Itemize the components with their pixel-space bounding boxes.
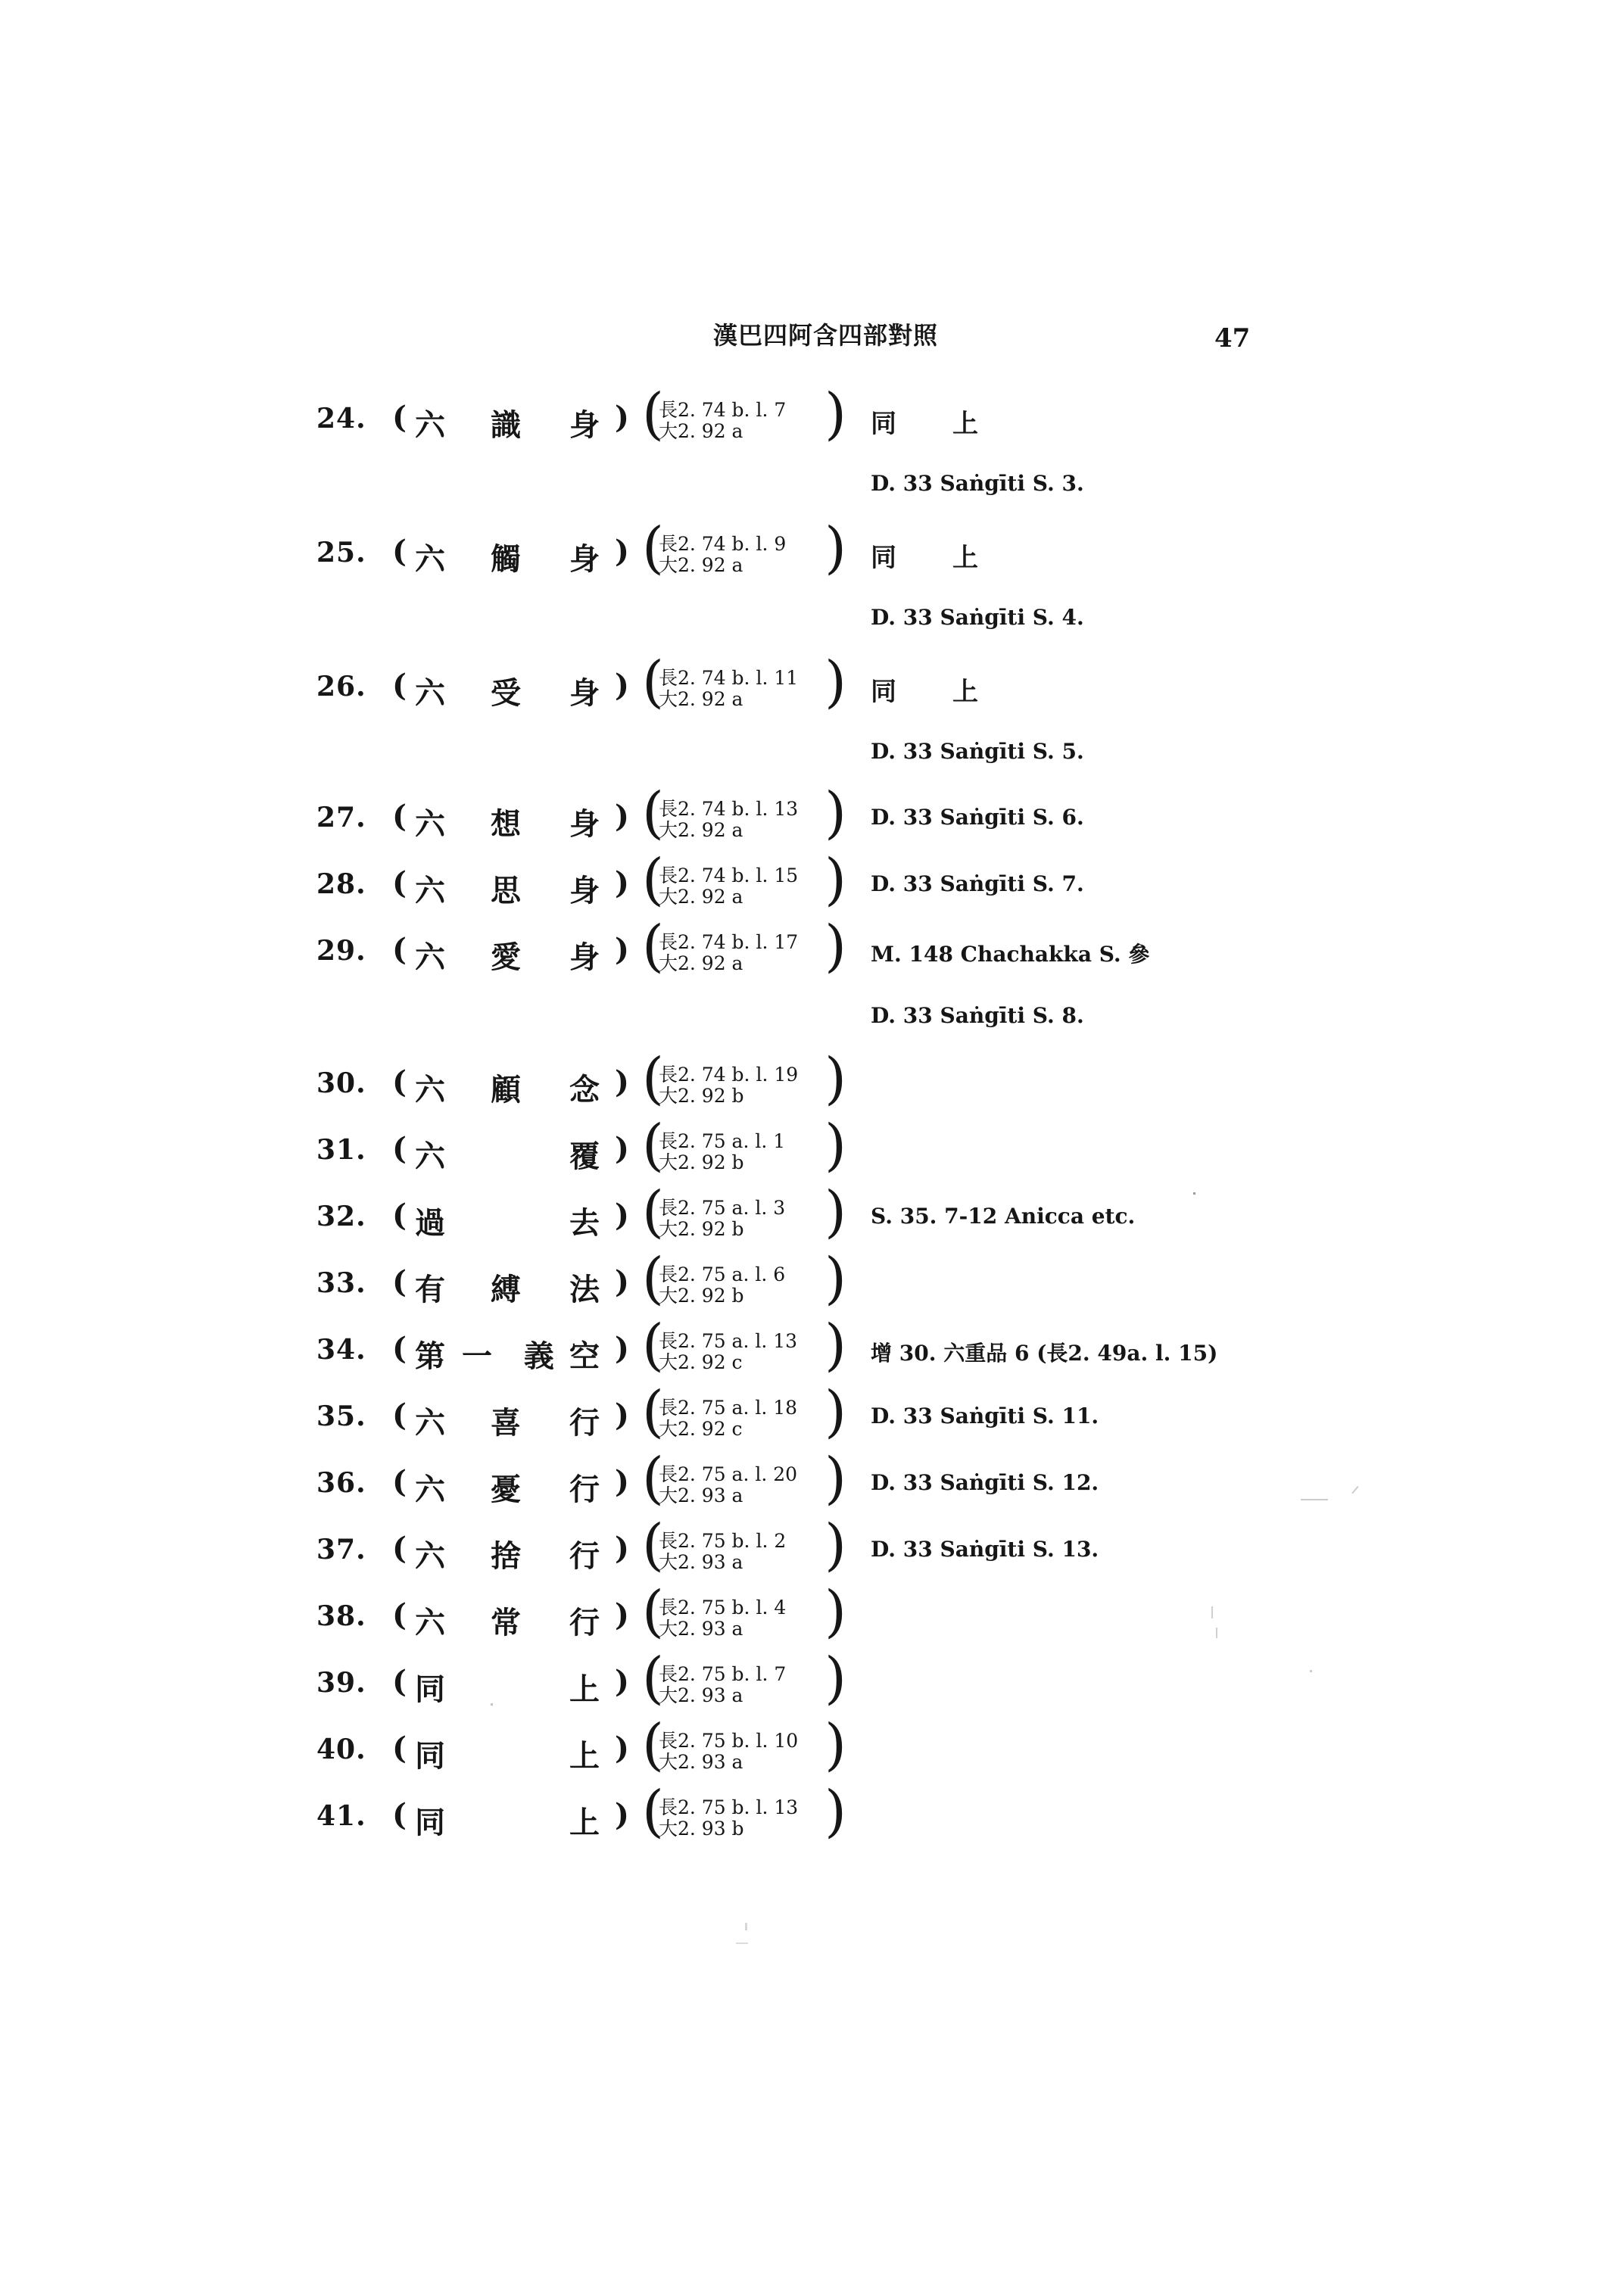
close-paren: ): [615, 799, 629, 834]
ref-open-brace: (: [642, 1646, 664, 1711]
term-char-1: 六: [415, 1139, 445, 1174]
ref-line-1: 長2. 75 a. l. 6: [659, 1263, 786, 1285]
term-char-1: 六: [415, 675, 445, 711]
ref-line-2: 大2. 93 a: [659, 1751, 743, 1773]
entry-number: 28.: [316, 868, 366, 900]
ref-line-1: 長2. 74 b. l. 9: [659, 533, 787, 555]
close-paren: ): [615, 865, 629, 901]
ref-close-brace: ): [824, 1379, 846, 1444]
source-reference: [642, 1513, 846, 1578]
ref-open-brace: (: [642, 516, 664, 581]
ref-close-brace: ): [824, 1246, 846, 1311]
term-char-3: 行: [569, 1538, 600, 1574]
term-char-3: 空: [569, 1338, 600, 1374]
ref-line-2: 大2. 93 a: [659, 1684, 743, 1706]
ref-close-brace: ): [824, 1579, 846, 1644]
pali-parallel-sub: D. 33 Saṅgīti S. 4.: [871, 605, 1084, 630]
close-paren: ): [615, 1464, 629, 1500]
ref-open-brace: (: [642, 1513, 664, 1578]
entry-row: [0, 1712, 1624, 1777]
entry-row: [0, 1646, 1624, 1711]
ref-line-1: 長2. 75 a. l. 1: [659, 1130, 786, 1152]
term-char-3: 上: [569, 1671, 600, 1707]
ref-open-brace: (: [642, 1313, 664, 1378]
ref-open-brace: (: [642, 1579, 664, 1644]
term-char-2: 憂: [491, 1472, 521, 1507]
ref-open-brace: (: [642, 1179, 664, 1245]
term-char-3: 上: [569, 1738, 600, 1774]
close-paren: ): [615, 534, 629, 569]
open-paren: (: [392, 534, 407, 569]
pali-parallel: D. 33 Saṅgīti S. 13.: [871, 1537, 1099, 1562]
source-reference: [642, 1179, 846, 1245]
term-char-2: 受: [491, 675, 521, 711]
term-char-3: 身: [569, 939, 600, 975]
pali-parallel: D. 33 Saṅgīti S. 6.: [871, 805, 1084, 830]
scan-speck: [1301, 1499, 1328, 1500]
ref-line-2: 大2. 92 a: [659, 886, 743, 908]
ref-line-2: 大2. 92 a: [659, 819, 743, 841]
source-reference: [642, 1646, 846, 1711]
open-paren: (: [392, 400, 407, 435]
ref-line-2: 大2. 92 c: [659, 1418, 743, 1440]
term-char-1: 六: [415, 806, 445, 842]
entry-number: 27.: [316, 802, 366, 833]
term-char-2: 捨: [491, 1538, 521, 1574]
source-reference: [642, 382, 846, 447]
ref-line-1: 長2. 75 a. l. 13: [659, 1330, 798, 1352]
term-char-1: 六: [415, 407, 445, 443]
pali-parallel-sub: D. 33 Saṅgīti S. 3.: [871, 471, 1084, 496]
ref-close-brace: ): [824, 1446, 846, 1511]
ref-line-2: 大2. 93 b: [659, 1818, 744, 1840]
source-reference: [642, 1446, 846, 1511]
source-reference: [642, 1712, 846, 1777]
term-char-3: 身: [569, 873, 600, 908]
open-paren: (: [392, 932, 407, 967]
scan-speck: [1310, 1670, 1312, 1672]
source-reference: [642, 1779, 846, 1844]
ref-line-2: 大2. 92 a: [659, 952, 743, 974]
entry-row: [0, 847, 1624, 912]
entry-number: 32.: [316, 1201, 366, 1232]
close-paren: ): [615, 1597, 629, 1633]
entry-row: [0, 1446, 1624, 1511]
ref-close-brace: ): [824, 1313, 846, 1378]
entry-number: 29.: [316, 935, 366, 967]
ref-close-brace: ): [824, 1712, 846, 1777]
source-reference: [642, 1046, 846, 1111]
term-char-1: 六: [415, 1405, 445, 1441]
entry-row: [0, 1579, 1624, 1644]
ref-line-1: 長2. 74 b. l. 11: [659, 667, 799, 689]
entry-row: [0, 516, 1624, 581]
term-char-3: 法: [569, 1272, 600, 1307]
open-paren: (: [392, 1531, 407, 1566]
term-char-1: 六: [415, 1605, 445, 1640]
open-paren: (: [392, 1131, 407, 1167]
term-char-2: 一 義: [462, 1338, 565, 1374]
ref-open-brace: (: [642, 1779, 664, 1844]
close-paren: ): [615, 1664, 629, 1699]
term-char-3: 身: [569, 675, 600, 711]
same-as-above-1: 同: [871, 409, 896, 439]
term-char-1: 同: [415, 1738, 445, 1774]
entry-number: 31.: [316, 1134, 366, 1166]
term-char-2: 常: [491, 1605, 521, 1640]
ref-close-brace: ): [824, 382, 846, 447]
term-char-2: 喜: [491, 1405, 521, 1441]
same-as-above-2: 上: [952, 409, 978, 439]
pali-parallel: D. 33 Saṅgīti S. 12.: [871, 1470, 1099, 1495]
entry-number: 38.: [316, 1600, 366, 1632]
ref-close-brace: ): [824, 1179, 846, 1245]
close-paren: ): [615, 1131, 629, 1167]
ref-open-brace: (: [642, 914, 664, 979]
ref-open-brace: (: [642, 847, 664, 912]
source-reference: [642, 1113, 846, 1178]
entry-number: 35.: [316, 1400, 366, 1432]
entry-row: [0, 914, 1624, 979]
source-reference: [642, 516, 846, 581]
ref-close-brace: ): [824, 1046, 846, 1111]
ref-line-1: 長2. 74 b. l. 19: [659, 1064, 799, 1086]
source-reference: [642, 914, 846, 979]
ref-open-brace: (: [642, 780, 664, 846]
term-char-3: 身: [569, 541, 600, 577]
close-paren: ): [615, 1731, 629, 1766]
term-char-1: 六: [415, 541, 445, 577]
term-char-1: 六: [415, 1472, 445, 1507]
close-paren: ): [615, 1531, 629, 1566]
scan-speck: [1211, 1606, 1213, 1618]
open-paren: (: [392, 1264, 407, 1300]
ref-open-brace: (: [642, 1712, 664, 1777]
pali-parallel: D. 33 Saṅgīti S. 11.: [871, 1404, 1099, 1428]
entry-row: [0, 1513, 1624, 1578]
term-char-1: 六: [415, 1538, 445, 1574]
term-char-3: 行: [569, 1472, 600, 1507]
ref-line-1: 長2. 75 a. l. 18: [659, 1397, 798, 1419]
entry-row: [0, 650, 1624, 715]
term-char-1: 六: [415, 873, 445, 908]
ref-open-brace: (: [642, 1113, 664, 1178]
entry-row: [0, 1379, 1624, 1444]
ref-close-brace: ): [824, 1113, 846, 1178]
same-as-above-2: 上: [952, 677, 978, 707]
entry-number: 39.: [316, 1667, 366, 1699]
term-char-3: 身: [569, 806, 600, 842]
ref-close-brace: ): [824, 914, 846, 979]
source-reference: [642, 847, 846, 912]
ref-close-brace: ): [824, 650, 846, 715]
entry-number: 30.: [316, 1067, 366, 1099]
ref-open-brace: (: [642, 1246, 664, 1311]
open-paren: (: [392, 865, 407, 901]
close-paren: ): [615, 400, 629, 435]
entry-row: [0, 382, 1624, 447]
ref-line-1: 長2. 75 a. l. 3: [659, 1197, 786, 1219]
term-char-3: 行: [569, 1405, 600, 1441]
ref-line-2: 大2. 92 b: [659, 1151, 744, 1173]
source-reference: [642, 1379, 846, 1444]
term-char-2: 愛: [491, 939, 521, 975]
entry-number: 34.: [316, 1334, 366, 1366]
ref-open-brace: (: [642, 650, 664, 715]
term-char-2: 想: [491, 806, 521, 842]
scan-speck: [1216, 1628, 1217, 1638]
close-paren: ): [615, 932, 629, 967]
ref-close-brace: ): [824, 847, 846, 912]
term-char-3: 覆: [569, 1139, 600, 1174]
close-paren: ): [615, 1397, 629, 1433]
ref-close-brace: ): [824, 516, 846, 581]
ref-line-1: 長2. 75 b. l. 4: [659, 1597, 787, 1618]
entry-number: 40.: [316, 1734, 366, 1765]
pali-parallel-sub: D. 33 Saṅgīti S. 8.: [871, 1003, 1084, 1028]
term-char-1: 有: [415, 1272, 445, 1307]
source-reference: [642, 1579, 846, 1644]
close-paren: ): [615, 668, 629, 703]
term-char-2: 思: [491, 873, 521, 908]
open-paren: (: [392, 1664, 407, 1699]
ref-line-2: 大2. 92 a: [659, 420, 743, 442]
open-paren: (: [392, 1797, 407, 1833]
entry-number: 41.: [316, 1800, 366, 1832]
open-paren: (: [392, 1597, 407, 1633]
entry-number: 36.: [316, 1467, 366, 1499]
source-reference: [642, 1246, 846, 1311]
entry-number: 24.: [316, 403, 366, 435]
open-paren: (: [392, 1731, 407, 1766]
entry-row: [0, 1113, 1624, 1178]
entry-row: [0, 1779, 1624, 1844]
entry-number: 25.: [316, 537, 366, 569]
ref-line-2: 大2. 92 a: [659, 688, 743, 710]
entry-row: [0, 1246, 1624, 1311]
term-char-1: 過: [415, 1205, 445, 1241]
term-char-3: 去: [569, 1205, 600, 1241]
same-as-above-1: 同: [871, 677, 896, 707]
ref-open-brace: (: [642, 1446, 664, 1511]
ref-close-brace: ): [824, 780, 846, 846]
ref-line-1: 長2. 75 b. l. 2: [659, 1530, 787, 1552]
term-char-3: 念: [569, 1072, 600, 1108]
scan-speck: [736, 1943, 748, 1944]
entry-number: 33.: [316, 1267, 366, 1299]
ref-close-brace: ): [824, 1646, 846, 1711]
pali-parallel: D. 33 Saṅgīti S. 7.: [871, 871, 1084, 896]
open-paren: (: [392, 1064, 407, 1100]
ref-line-1: 長2. 75 b. l. 7: [659, 1663, 787, 1685]
open-paren: (: [392, 1198, 407, 1233]
open-paren: (: [392, 799, 407, 834]
pali-parallel-sub: D. 33 Saṅgīti S. 5.: [871, 739, 1084, 764]
entry-row: [0, 780, 1624, 846]
term-char-2: 觸: [491, 541, 521, 577]
ref-line-1: 長2. 74 b. l. 7: [659, 399, 787, 421]
same-as-above-2: 上: [952, 543, 978, 573]
ref-line-2: 大2. 92 b: [659, 1285, 744, 1307]
term-char-3: 上: [569, 1805, 600, 1840]
term-char-1: 同: [415, 1805, 445, 1840]
ref-line-1: 長2. 75 a. l. 20: [659, 1463, 798, 1485]
term-char-1: 六: [415, 1072, 445, 1108]
ref-line-2: 大2. 92 b: [659, 1085, 744, 1107]
term-char-3: 身: [569, 407, 600, 443]
close-paren: ): [615, 1064, 629, 1100]
term-char-2: 顧: [491, 1072, 521, 1108]
source-reference: [642, 780, 846, 846]
scan-speck: [491, 1703, 493, 1706]
close-paren: ): [615, 1198, 629, 1233]
source-reference: [642, 650, 846, 715]
ref-line-1: 長2. 75 b. l. 13: [659, 1796, 799, 1818]
pali-parallel: M. 148 Chachakka S. 參: [871, 942, 1150, 967]
ref-line-1: 長2. 74 b. l. 15: [659, 865, 799, 886]
ref-line-1: 長2. 74 b. l. 17: [659, 931, 799, 953]
ref-line-2: 大2. 93 a: [659, 1485, 743, 1506]
term-char-2: 縛: [491, 1272, 521, 1307]
entry-row: [0, 1046, 1624, 1111]
ref-line-2: 大2. 92 a: [659, 554, 743, 576]
term-char-3: 行: [569, 1605, 600, 1640]
open-paren: (: [392, 668, 407, 703]
scan-speck: [1193, 1192, 1195, 1195]
open-paren: (: [392, 1331, 407, 1366]
open-paren: (: [392, 1397, 407, 1433]
term-char-1: 同: [415, 1671, 445, 1707]
term-char-1: 六: [415, 939, 445, 975]
entry-row: [0, 1179, 1624, 1245]
pali-parallel: S. 35. 7-12 Anicca etc.: [871, 1204, 1136, 1229]
term-char-1: 第: [415, 1338, 445, 1374]
scan-speck: [745, 1923, 747, 1930]
pali-parallel: 增 30. 六重品 6 (長2. 49a. l. 15): [871, 1341, 1218, 1366]
ref-line-1: 長2. 75 b. l. 10: [659, 1730, 799, 1752]
ref-line-1: 長2. 74 b. l. 13: [659, 798, 799, 820]
close-paren: ): [615, 1797, 629, 1833]
ref-line-2: 大2. 93 a: [659, 1551, 743, 1573]
ref-close-brace: ): [824, 1779, 846, 1844]
ref-open-brace: (: [642, 382, 664, 447]
entry-number: 37.: [316, 1534, 366, 1566]
entry-row: [0, 1313, 1624, 1378]
ref-line-2: 大2. 92 c: [659, 1351, 743, 1373]
ref-close-brace: ): [824, 1513, 846, 1578]
ref-line-2: 大2. 93 a: [659, 1618, 743, 1640]
close-paren: ): [615, 1264, 629, 1300]
running-title: 漢巴四阿含四部對照: [713, 321, 939, 350]
same-as-above-1: 同: [871, 543, 896, 573]
ref-line-2: 大2. 92 b: [659, 1218, 744, 1240]
open-paren: (: [392, 1464, 407, 1500]
source-reference: [642, 1313, 846, 1378]
term-char-2: 識: [491, 407, 521, 443]
ref-open-brace: (: [642, 1046, 664, 1111]
entry-number: 26.: [316, 671, 366, 703]
ref-open-brace: (: [642, 1379, 664, 1444]
page-number: 47: [1214, 323, 1251, 354]
close-paren: ): [615, 1331, 629, 1366]
